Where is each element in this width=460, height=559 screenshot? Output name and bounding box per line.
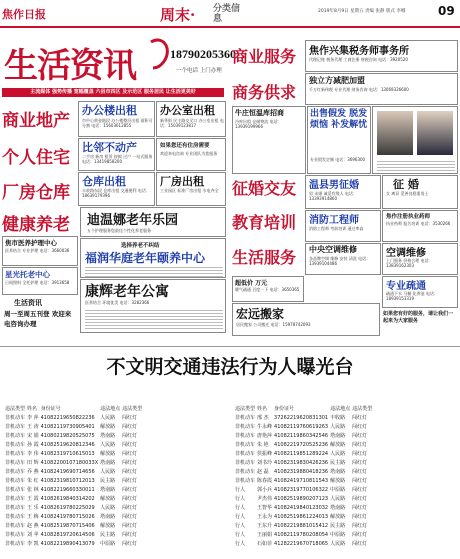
ad-text: 女 离异 觅善良稳重男士 xyxy=(386,191,429,196)
table-cell: 非机动车 xyxy=(235,469,256,475)
table-cell: 行人 xyxy=(235,496,246,502)
table-cell: 闯红灯 xyxy=(122,532,138,538)
table-cell: 解放路 xyxy=(330,478,346,484)
table-cell: 非机动车 xyxy=(5,541,26,547)
table-cell: 41082219650822236 xyxy=(40,414,95,421)
table-cell: 41082219720525236 xyxy=(274,441,329,448)
table-cell: 塔南路 xyxy=(100,433,116,439)
table-cell: 王东升 xyxy=(257,523,273,529)
table-row xyxy=(234,422,373,431)
table-cell: 石如菲 xyxy=(257,541,273,547)
ad-mortgage xyxy=(78,138,155,171)
table-cell: 民主路 xyxy=(330,460,346,466)
table-cell: 41082619780225029 xyxy=(40,504,95,511)
table-cell: 非机动车 xyxy=(235,415,256,421)
ad-text: 二手房 新房 租赁 按揭 过户 一站式服务 电话：13419858200 xyxy=(82,154,153,164)
ad-text: 上门服务 价格合理 电话：13839162303 xyxy=(386,258,433,268)
table-cell: 非机动车 xyxy=(5,415,26,421)
table-row xyxy=(4,467,143,476)
table-cell: 张 林 xyxy=(27,487,39,493)
ad-subtitle: 医养结合 环境优美 电话：3282366 xyxy=(85,300,150,305)
table-cell: 41082319810712013 xyxy=(40,477,95,484)
table-cell: 闯红灯 xyxy=(122,451,138,457)
ad-supply xyxy=(232,106,306,174)
ad-warehouse-2 xyxy=(156,172,226,206)
table-row xyxy=(4,485,143,494)
footer-note: 如果您有好的服务，请让我们一起来为大家服务 xyxy=(383,311,454,324)
table-cell: 人民路 xyxy=(100,469,116,475)
ad-text: 执业药师 报名培训 电话：3530266 xyxy=(386,221,451,226)
table-cell: 王永为 xyxy=(257,514,273,520)
table-cell: 人民路 xyxy=(100,505,116,511)
table-cell: 41082119851289224 xyxy=(274,450,329,457)
table-cell: 非机动车 xyxy=(235,442,256,448)
table-cell: 41082119730905401 xyxy=(40,423,95,430)
table-cell: 闯红灯 xyxy=(122,415,138,421)
table-cell: 闯红灯 xyxy=(352,514,368,520)
table-cell: 37262219620831301 xyxy=(274,414,329,421)
category-label: 厂房仓库 xyxy=(2,183,70,203)
table-cell: 解放路 xyxy=(100,424,116,430)
table-cell: 王丽娟 xyxy=(257,532,273,538)
table-cell: 丰收路 xyxy=(330,415,346,421)
ad-marriage-1 xyxy=(305,175,381,209)
ad-mortgage-2 xyxy=(156,138,226,171)
table-cell: 宋 娟 xyxy=(27,433,39,439)
ad-elderly-2 xyxy=(80,238,226,278)
table-row xyxy=(234,512,373,521)
table-row xyxy=(4,503,143,512)
table-cell: 解放路 xyxy=(100,451,116,457)
table-cell: 民主路 xyxy=(100,532,116,538)
ad-title: 独立方减肥加盟 xyxy=(309,76,365,85)
category-label: 个人住宅 xyxy=(2,148,70,168)
ad-text: 新华街 民主路交叉口 办公室出租 电话：15039123817 xyxy=(160,118,224,128)
table-cell: 行人 xyxy=(235,532,246,538)
table-header-row xyxy=(4,404,143,413)
ad-title: 出售假发 脱发烦恼 补发解忧 xyxy=(310,109,368,130)
ad-title: 星光托老中心 xyxy=(5,270,50,279)
table-cell: 非机动车 xyxy=(5,532,26,538)
ad-clinic-2 xyxy=(2,267,78,295)
table-cell: 41082319880418236 xyxy=(274,468,329,475)
ad-office-2 xyxy=(156,101,226,137)
ad-text: 欢迎来电咨询 专业团队为您服务 xyxy=(160,151,218,156)
table-cell: 非机动车 xyxy=(5,433,26,439)
table-cell: 闯红灯 xyxy=(352,532,368,538)
table-cell: 人民路 xyxy=(330,496,346,502)
table-cell: 闯红灯 xyxy=(352,460,368,466)
category-label: 商业服务 xyxy=(232,47,297,66)
table-cell: 非机动车 xyxy=(5,505,26,511)
ad-text: 居民搬家 公司搬迁 电话：15978742093 xyxy=(236,322,311,327)
phone-icon xyxy=(147,38,171,72)
ad-elderly-3 xyxy=(80,279,226,333)
ad-title: 比邻不动产 xyxy=(82,141,137,154)
table-cell: 朱 红 xyxy=(27,478,39,484)
ad-text xyxy=(85,265,223,277)
table-cell: 塔南路 xyxy=(330,505,346,511)
table-row xyxy=(234,476,373,485)
table-cell: 41082519861224013 xyxy=(274,513,329,520)
brand-title: 生活资讯 xyxy=(4,46,136,86)
paper-name: 焦作日报 xyxy=(2,8,46,21)
table-row xyxy=(4,476,143,485)
table-cell: 闯红灯 xyxy=(122,514,138,520)
table-row xyxy=(234,539,373,548)
section-tag: 分类信息 xyxy=(213,4,241,24)
ad-service-1 xyxy=(305,243,381,275)
ad-portraits xyxy=(372,106,458,174)
table-cell: 王 梅 xyxy=(27,514,39,520)
table-cell: 非机动车 xyxy=(235,424,256,430)
table-row xyxy=(234,494,373,503)
ad-text: 丰收路东段 仓库出租 交通便利 电话：18639179396 xyxy=(82,188,150,198)
table-cell: 解放路 xyxy=(100,523,116,529)
table-cell: 闯红灯 xyxy=(122,487,138,493)
table-cell: 田 辉 xyxy=(27,460,39,466)
violations-table-left xyxy=(4,404,143,548)
ad-subtitle: 五个护理服务您最佳个性化养老服务 xyxy=(87,228,151,233)
table-cell: 刘 苹 xyxy=(27,532,39,538)
table-cell: 行人 xyxy=(235,514,246,520)
ad-tax-firm xyxy=(305,40,458,72)
table-cell: 人民路 xyxy=(100,415,116,421)
table-cell: 闯红灯 xyxy=(122,496,138,502)
table-cell: 赵 燕 xyxy=(27,523,39,529)
ad-title: 福润华庭老年颐养中心 xyxy=(85,251,206,265)
ad-title: 迪温娜老年乐园 xyxy=(87,213,179,228)
table-cell: 闯红灯 xyxy=(352,541,368,547)
ad-text: 疏通下水 马桶 化粪池 电话：18939153319 xyxy=(386,291,438,301)
ad-edu-1 xyxy=(305,210,381,242)
ad-text: 代理记账 税务代理 工商注册 财税咨询 电话：3920520 xyxy=(309,57,408,62)
weekend-label: 周末· xyxy=(160,6,196,24)
table-row xyxy=(4,431,143,440)
violations-title: 不文明交通违法行为人曝光台 xyxy=(106,356,354,378)
table-cell: 李 伟 xyxy=(27,451,39,457)
table-cell: 41082419690714656 xyxy=(40,468,95,475)
table-row xyxy=(234,485,373,494)
brand-slogan: 一个电话 上门办理 xyxy=(176,68,222,74)
violations-table-right xyxy=(234,404,373,548)
table-row xyxy=(4,440,143,449)
table-cell: 非机动车 xyxy=(235,478,256,484)
category-label: 征婚交友 xyxy=(232,179,297,198)
table-cell: 非机动车 xyxy=(5,514,26,520)
ad-service-3 xyxy=(232,303,380,336)
table-cell: 解放路 xyxy=(330,514,346,520)
table-row xyxy=(4,494,143,503)
portrait-photo xyxy=(417,111,453,155)
table-cell: 41082119780208054 xyxy=(274,531,329,538)
table-cell: 闯红灯 xyxy=(352,505,368,511)
ad-title: 办公楼出租 xyxy=(82,104,137,117)
table-cell: 非机动车 xyxy=(5,424,26,430)
table-cell: 塔南路 xyxy=(100,487,116,493)
table-cell: 41082219660330011 xyxy=(40,486,95,493)
column-header: 违法类型 xyxy=(122,406,143,412)
table-cell: 人民路 xyxy=(330,541,346,547)
ad-office-1 xyxy=(78,101,155,137)
category-label: 生活服务 xyxy=(232,248,297,267)
table-cell: 孙 霞 xyxy=(27,442,39,448)
table-cell: 闯红灯 xyxy=(122,478,138,484)
table-cell: 闯红灯 xyxy=(352,469,368,475)
column-header: 违法地点 xyxy=(100,406,121,412)
ad-text: 冷库出租 仓储物流 电话：13939199966 xyxy=(235,119,282,129)
table-cell: 闯红灯 xyxy=(122,460,138,466)
table-cell: 民主路 xyxy=(330,523,346,529)
table-cell: 人民路 xyxy=(330,451,346,457)
ad-title: 厂房出租 xyxy=(160,175,204,188)
ad-title: 焦作兴集税务师事务所 xyxy=(309,46,409,57)
date-info: 2019年8月9日 星期五 责编 张静 版式 李娜 xyxy=(318,9,406,14)
table-cell: 朱 艳 xyxy=(257,442,269,448)
category-label: 教育培训 xyxy=(232,213,297,232)
table-cell: 邢 杰 xyxy=(257,415,269,421)
ad-title: 焦作注册执业药师 xyxy=(386,214,431,220)
ad-text xyxy=(377,159,455,171)
table-cell: 非机动车 xyxy=(235,451,256,457)
table-cell: 非机动车 xyxy=(235,433,256,439)
table-cell: 闯红灯 xyxy=(122,424,138,430)
table-cell: 非机动车 xyxy=(235,460,256,466)
table-cell: 41282219670718065 xyxy=(274,540,329,547)
ad-title: 消防工程师 xyxy=(309,215,359,226)
table-cell: 闯红灯 xyxy=(352,433,368,439)
ad-title: 焦市医养护理中心 xyxy=(5,239,57,247)
table-row xyxy=(234,431,373,440)
table-cell: 41082819720614506 xyxy=(40,531,95,538)
table-cell: 41082219881015412 xyxy=(274,522,329,529)
table-cell: 侯振峰 xyxy=(257,451,273,457)
table-row xyxy=(234,440,373,449)
ad-title: 宏远搬家 xyxy=(236,307,285,321)
table-cell: 41080219820525075 xyxy=(40,432,95,439)
table-cell: 41082319710615013 xyxy=(40,450,95,457)
column-header: 违法类型 xyxy=(352,406,373,412)
table-cell: 41082619840314202 xyxy=(40,495,95,502)
table-row xyxy=(4,449,143,458)
table-cell: 行人 xyxy=(235,523,246,529)
table-cell: 41082519620812346 xyxy=(40,441,95,448)
table-cell: 闯红灯 xyxy=(122,505,138,511)
table-row xyxy=(4,521,143,530)
table-cell: 闯红灯 xyxy=(352,478,368,484)
column-header: 姓名 xyxy=(27,406,38,412)
table-row xyxy=(234,458,373,467)
table-cell: 王 霞 xyxy=(27,496,39,502)
table-cell: 41082519890207123 xyxy=(274,495,329,502)
table-cell: 非机动车 xyxy=(5,442,26,448)
table-cell: 乔 燕 xyxy=(27,469,39,475)
table-cell: 闯红灯 xyxy=(122,523,138,529)
ad-title: 专业疏通 xyxy=(386,281,426,292)
table-cell: 塔南路 xyxy=(100,514,116,520)
table-cell: 闯红灯 xyxy=(352,496,368,502)
table-header-row xyxy=(234,404,373,413)
ad-service-2 xyxy=(382,243,458,275)
table-cell: 41082319770106322 xyxy=(274,486,329,493)
category-label: 商务供求 xyxy=(232,83,297,102)
masthead-rule xyxy=(0,26,460,28)
table-cell: 非机动车 xyxy=(5,496,26,502)
table-cell: 李 萍 xyxy=(27,415,39,421)
table-cell: 非机动车 xyxy=(5,469,26,475)
column-header: 身份证号 xyxy=(274,406,295,412)
ad-text: 男 未婚 诚觅有缘人 电话：13393914860 xyxy=(309,191,357,201)
table-cell: 人民路 xyxy=(330,424,346,430)
brand-phone: 18790205360 xyxy=(170,47,236,61)
table-row xyxy=(4,458,143,467)
table-row xyxy=(4,530,143,539)
table-cell: 非机动车 xyxy=(5,460,26,466)
ad-service-4 xyxy=(382,276,458,308)
ad-text: 周一至周五刊登 欢迎来电咨询办理 xyxy=(4,310,72,328)
table-cell: 闯红灯 xyxy=(352,487,368,493)
ad-elderly-1 xyxy=(80,207,226,237)
table-cell: 行人 xyxy=(235,505,246,511)
table-row xyxy=(4,512,143,521)
column-header: 违法类型 xyxy=(5,406,26,412)
ad-text: 工业园区 标准厂房出租 水电齐全 xyxy=(160,188,219,193)
table-cell: 41082519870715406 xyxy=(40,522,95,529)
ad-title: 如果您还有住房需要 xyxy=(160,143,210,149)
column-header: 违法类型 xyxy=(235,406,256,412)
ad-clinic-1 xyxy=(2,236,78,266)
table-cell: 闯红灯 xyxy=(352,415,368,421)
table-cell: 41082200107180033X xyxy=(40,459,99,466)
table-cell: 王智华 xyxy=(257,505,273,511)
table-cell: 塔南路 xyxy=(330,469,346,475)
ad-title: 温县男征婚 xyxy=(309,180,359,191)
table-cell: 闯红灯 xyxy=(122,433,138,439)
masthead xyxy=(0,0,460,28)
table-cell: 陈春霞 xyxy=(257,478,273,484)
table-cell: 解放路 xyxy=(330,442,346,448)
table-cell: 唐艳萍 xyxy=(257,433,273,439)
table-cell: 行人 xyxy=(235,541,246,547)
table-cell: 中原路 xyxy=(330,487,346,493)
ad-text xyxy=(85,308,223,330)
ad-sale xyxy=(307,106,371,174)
table-row xyxy=(4,413,143,422)
table-cell: 行人 xyxy=(235,487,246,493)
table-cell: 闯红灯 xyxy=(352,523,368,529)
table-cell: 中原路 xyxy=(330,532,346,538)
column-header: 违法地点 xyxy=(330,406,351,412)
table-cell: 赵 磊 xyxy=(257,469,269,475)
table-cell: 人民路 xyxy=(100,442,116,448)
ad-text: 消防工程师 考前培训 通过率高 xyxy=(309,226,364,231)
ad-title: 空调维修 xyxy=(386,248,426,259)
ad-marriage-2 xyxy=(382,175,458,209)
ad-title: 康辉老年公寓 xyxy=(85,284,169,300)
table-row xyxy=(234,449,373,458)
table-cell: 闯红灯 xyxy=(122,442,138,448)
column-header: 姓名 xyxy=(257,406,268,412)
table-cell: 41082319830426236 xyxy=(274,459,329,466)
table-cell: 牛永峰 xyxy=(257,424,273,430)
ad-subtitle: 选择养老不纠结 xyxy=(121,243,160,249)
table-cell: 非机动车 xyxy=(5,523,26,529)
table-cell: 41082419780715026 xyxy=(40,513,95,520)
ad-text: 各品牌空调 维修 安装 清洗 电话：13939104486 xyxy=(309,256,371,266)
category-label: 商业地产 xyxy=(2,111,70,131)
table-cell: 中原路 xyxy=(100,541,116,547)
ad-warehouse-1 xyxy=(78,172,155,206)
category-label: 健康养老 xyxy=(2,215,70,235)
table-row xyxy=(234,413,373,422)
table-row xyxy=(4,422,143,431)
ad-title: 办公室出租 xyxy=(160,104,215,117)
column-header: 身份证号 xyxy=(40,406,61,412)
table-cell: 非机动车 xyxy=(5,487,26,493)
table-cell: 闯红灯 xyxy=(122,469,138,475)
ad-title: 超低价 万元 xyxy=(235,280,268,287)
ad-text: 千万红新伟税 专业代理 财务咨询 电话：13069326600 xyxy=(309,87,409,92)
ad-text: 暖气疏通 百度一下 电话：3650365 xyxy=(235,287,300,292)
table-cell: 41082419840123032 xyxy=(274,504,329,511)
table-cell: 郭小兵 xyxy=(257,487,273,493)
table-cell: 非机动车 xyxy=(5,478,26,484)
table-cell: 闯红灯 xyxy=(352,442,368,448)
ad-text: 日间照料 全托护理 电话：3913658 xyxy=(5,280,70,285)
ad-text: 医养结合 专业护理 电话：3660036 xyxy=(5,248,70,253)
table-cell: 民主路 xyxy=(100,478,116,484)
portrait-photo xyxy=(377,111,413,155)
table-cell: 非机动车 xyxy=(5,451,26,457)
ad-title: 生活资讯 xyxy=(14,299,42,307)
table-row xyxy=(234,467,373,476)
table-cell: 闯红灯 xyxy=(122,541,138,547)
table-row xyxy=(4,539,143,548)
ad-title: 牛庄恒温库招商 xyxy=(235,109,284,117)
ad-service-5 xyxy=(232,276,304,302)
table-cell: 尹杰伟 xyxy=(257,496,273,502)
ad-text: 专业假发定制 电话：3696300 xyxy=(310,157,366,162)
table-cell: 41082219890413079 xyxy=(40,540,95,547)
brand-tagline: 主流媒体 强势传播 宽幅覆盖 六县市四区 及示范区 服务居民 让生活更美好 xyxy=(2,88,224,97)
ad-notice xyxy=(2,296,78,336)
table-row xyxy=(234,530,373,539)
ad-text: 市中心黄金地段 办公楼整层出租 面积可分割 电话：15603612855 xyxy=(82,118,153,128)
table-cell: 塔南路 xyxy=(330,433,346,439)
ad-title: 征 婚 xyxy=(393,178,419,191)
table-cell: 解放路 xyxy=(100,496,116,502)
ad-title: 仓库出租 xyxy=(82,175,126,188)
ad-audit-firm xyxy=(305,73,458,105)
table-cell: 塔南路 xyxy=(100,460,116,466)
table-row xyxy=(234,521,373,530)
table-cell: 41082119760619263 xyxy=(274,423,329,430)
table-cell: 闯红灯 xyxy=(352,451,368,457)
table-cell: 41082419710811543 xyxy=(274,477,329,484)
table-cell: 刘书玲 xyxy=(257,460,273,466)
table-cell: 王 涛 xyxy=(27,424,39,430)
table-cell: 李 凯 xyxy=(27,541,39,547)
table-row xyxy=(234,503,373,512)
divider xyxy=(0,346,460,347)
table-cell: 闯红灯 xyxy=(352,424,368,430)
table-cell: 41082119860342546 xyxy=(274,432,329,439)
table-cell: 王 乐 xyxy=(27,505,39,511)
ad-edu-2 xyxy=(382,210,458,242)
ad-title: 中央空调维修 xyxy=(309,245,357,254)
page-number: 09 xyxy=(438,4,455,18)
